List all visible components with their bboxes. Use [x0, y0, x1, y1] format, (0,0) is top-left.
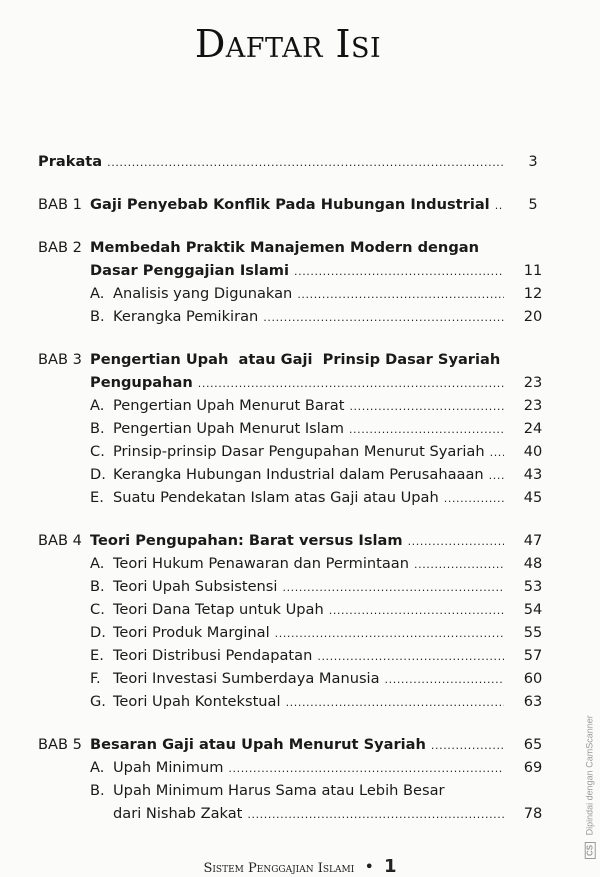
toc-section[interactable]: [38, 756, 558, 779]
chapter-title-line-1: Pengertian Upah atau Gaji Prinsip Dasar Syariah: [90, 351, 501, 368]
watermark-text: Dipindai dengan CamScanner: [585, 715, 595, 836]
toc-entry-title: Prakata: [38, 153, 103, 170]
section-letter: C.: [90, 443, 105, 460]
page-number: 5: [528, 196, 538, 213]
chapter-label: BAB 1: [38, 196, 82, 213]
dot-leader: [317, 645, 504, 668]
dot-leader: [444, 487, 504, 510]
page-number: 43: [523, 466, 543, 483]
dot-leader: [431, 734, 504, 757]
dot-leader: [282, 576, 504, 599]
running-footer: [0, 856, 600, 877]
toc-chapter-3[interactable]: [38, 348, 558, 371]
page-number: 40: [523, 443, 543, 460]
page-number: 60: [523, 670, 543, 687]
section-letter: A.: [90, 555, 105, 572]
chapter-label: BAB 4: [38, 532, 82, 549]
chapter-label: BAB 2: [38, 239, 82, 256]
chapter-label: BAB 5: [38, 736, 82, 753]
dot-leader: [495, 194, 504, 217]
page-number: 78: [523, 805, 543, 822]
book-title: Sistem Penggajian Islami: [203, 861, 355, 876]
section-title: Pengertian Upah Menurut Islam: [113, 420, 344, 437]
toc-section[interactable]: [38, 690, 558, 713]
page-number: 69: [523, 759, 543, 776]
section-letter: B.: [90, 782, 105, 799]
section-letter: A.: [90, 397, 105, 414]
chapter-label: BAB 3: [38, 351, 82, 368]
section-title: Suatu Pendekatan Islam atas Gaji atau Upah: [113, 489, 439, 506]
section-title: Analisis yang Digunakan: [113, 285, 293, 302]
scanner-watermark: [585, 715, 596, 859]
page-number: 47: [523, 532, 543, 549]
chapter-title-line-2: Dasar Penggajian Islami: [90, 262, 289, 279]
toc-section[interactable]: [38, 282, 558, 305]
dot-leader: [408, 530, 504, 553]
page-number: 11: [523, 262, 543, 279]
dot-leader: [228, 757, 504, 780]
dot-leader: [286, 691, 504, 714]
section-letter: B.: [90, 420, 105, 437]
toc-section[interactable]: [38, 598, 558, 621]
toc-section[interactable]: [38, 575, 558, 598]
toc-chapter-1[interactable]: [38, 193, 558, 216]
page-number: 57: [523, 647, 543, 664]
bullet-separator: •: [364, 857, 374, 876]
toc-section-continued[interactable]: [38, 802, 558, 825]
dot-leader: [329, 599, 504, 622]
toc-section[interactable]: [38, 305, 558, 328]
section-title: Prinsip-prinsip Dasar Pengupahan Menurut Syariah: [113, 443, 485, 460]
section-title-line-2: dari Nishab Zakat: [113, 805, 243, 822]
page-number: 53: [523, 578, 543, 595]
dot-leader: [198, 372, 504, 395]
section-title: Teori Dana Tetap untuk Upah: [113, 601, 324, 618]
section-title-line-1: Upah Minimum Harus Sama atau Lebih Besar: [113, 782, 445, 799]
toc-section[interactable]: [38, 644, 558, 667]
chapter-title: Teori Pengupahan: Barat versus Islam: [90, 532, 403, 549]
toc-section[interactable]: [38, 394, 558, 417]
toc-chapter-3-continued[interactable]: [38, 371, 558, 394]
chapter-title: Gaji Penyebab Konflik Pada Hubungan Industrial: [90, 196, 490, 213]
page-number: 20: [523, 308, 543, 325]
page-number: 3: [528, 153, 538, 170]
toc-section[interactable]: [38, 463, 558, 486]
dot-leader: [385, 668, 504, 691]
section-letter: A.: [90, 759, 105, 776]
section-title: Teori Distribusi Pendapatan: [113, 647, 313, 664]
dot-leader: [263, 306, 504, 329]
dot-leader: [490, 441, 504, 464]
toc-section[interactable]: [38, 440, 558, 463]
section-letter: D.: [90, 624, 106, 641]
toc-section[interactable]: [38, 621, 558, 644]
camscanner-logo-icon: CS: [585, 842, 596, 859]
toc-section[interactable]: [38, 779, 558, 802]
chapter-title-line-1: Membedah Praktik Manajemen Modern dengan: [90, 239, 480, 256]
section-letter: C.: [90, 601, 105, 618]
section-letter: A.: [90, 285, 105, 302]
section-title: Pengertian Upah Menurut Barat: [113, 397, 345, 414]
dot-leader: [294, 260, 504, 283]
toc-chapter-2-continued[interactable]: [38, 259, 558, 282]
dot-leader: [275, 622, 504, 645]
section-title: Kerangka Pemikiran: [113, 308, 259, 325]
page-number: 45: [523, 489, 543, 506]
page-number: 55: [523, 624, 543, 641]
section-title: Upah Minimum: [113, 759, 224, 776]
dot-leader: [349, 395, 504, 418]
page-number: 23: [523, 397, 543, 414]
toc-section[interactable]: [38, 417, 558, 440]
page-number: 48: [523, 555, 543, 572]
page-number: 54: [523, 601, 543, 618]
page-number: 23: [523, 374, 543, 391]
chapter-title: Besaran Gaji atau Upah Menurut Syariah: [90, 736, 426, 753]
section-title: Teori Upah Subsistensi: [113, 578, 278, 595]
section-title: Teori Upah Kontekstual: [113, 693, 281, 710]
table-of-contents: [38, 150, 558, 825]
page-number: 63: [523, 693, 543, 710]
toc-section[interactable]: [38, 552, 558, 575]
toc-chapter-2[interactable]: [38, 236, 558, 259]
toc-chapter-4[interactable]: [38, 529, 558, 552]
toc-section[interactable]: [38, 486, 558, 509]
page-number: 65: [523, 736, 543, 753]
dot-leader: [414, 553, 504, 576]
dot-leader: [247, 803, 504, 826]
section-letter: D.: [90, 466, 106, 483]
section-letter: G.: [90, 693, 106, 710]
chapter-title-line-2: Pengupahan: [90, 374, 193, 391]
dot-leader: [489, 464, 504, 487]
section-title: Teori Hukum Penawaran dan Permintaan: [113, 555, 409, 572]
section-letter: E.: [90, 489, 104, 506]
folio-page-number: 1: [384, 856, 397, 877]
dot-leader: [297, 283, 504, 306]
section-title: Teori Produk Marginal: [113, 624, 270, 641]
section-letter: E.: [90, 647, 104, 664]
toc-chapter-5[interactable]: [38, 733, 558, 756]
page-number: 24: [523, 420, 543, 437]
section-title: Teori Investasi Sumberdaya Manusia: [113, 670, 380, 687]
section-letter: B.: [90, 578, 105, 595]
dot-leader: [349, 418, 504, 441]
dot-leader: [107, 151, 504, 174]
page-number: 12: [523, 285, 543, 302]
section-letter: F.: [90, 670, 101, 687]
page-title: Daftar Isi: [194, 22, 382, 66]
section-title: Kerangka Hubungan Industrial dalam Perusahaaan: [113, 466, 484, 483]
toc-entry-prakata[interactable]: [38, 150, 558, 173]
section-letter: B.: [90, 308, 105, 325]
toc-section[interactable]: [38, 667, 558, 690]
